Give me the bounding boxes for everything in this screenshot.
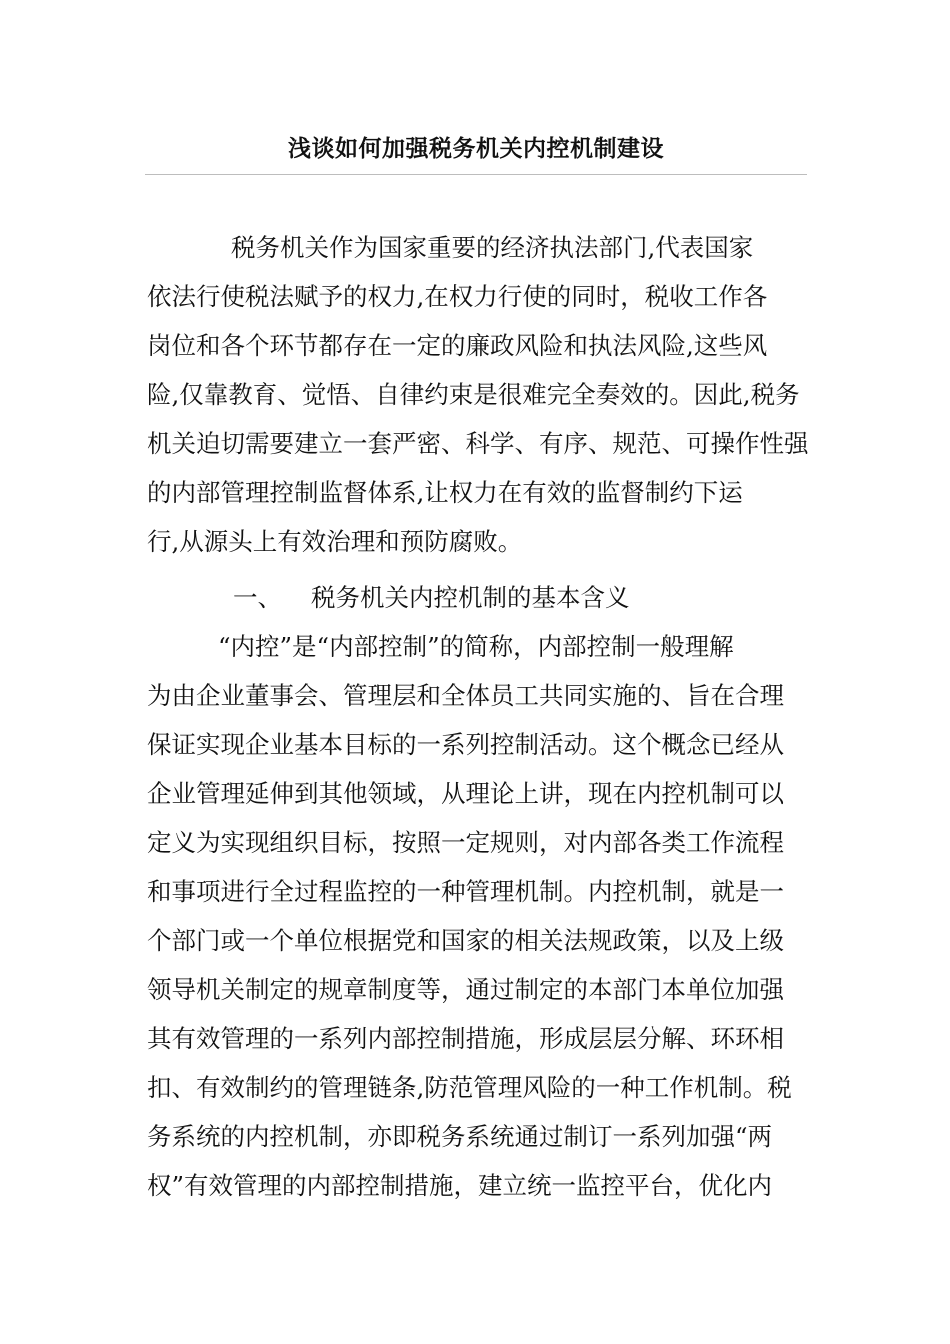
text-line: 险,仅靠教育、觉悟、自律约束是很难完全奏效的。因此,税务 bbox=[147, 380, 800, 409]
section-heading-number: 一、 bbox=[233, 583, 282, 612]
text-line: 的内部管理控制监督体系,让权力在有效的监督制约下运 bbox=[147, 478, 743, 507]
text-line: 依法行使税法赋予的权力,在权力行使的同时，税收工作各 bbox=[147, 282, 768, 311]
text-line: 个部门或一个单位根据党和国家的相关法规政策，以及上级 bbox=[147, 926, 784, 955]
text-line: 定义为实现组织目标，按照一定规则，对内部各类工作流程 bbox=[147, 828, 784, 857]
text-line: 岗位和各个环节都存在一定的廉政风险和执法风险,这些风 bbox=[147, 331, 768, 360]
text-line: “内控”是“内部控制”的简称，内部控制一般理解 bbox=[218, 632, 734, 661]
title-divider bbox=[145, 174, 807, 175]
text-line: 务系统的内控机制，亦即税务系统通过制订一系列加强“两 bbox=[147, 1122, 773, 1151]
text-line: 和事项进行全过程监控的一种管理机制。内控机制，就是一 bbox=[147, 877, 784, 906]
text-line: 扣、有效制约的管理链条,防范管理风险的一种工作机制。税 bbox=[147, 1073, 792, 1102]
section-heading-text: 税务机关内控机制的基本含义 bbox=[311, 583, 630, 612]
text-line: 其有效管理的一系列内部控制措施，形成层层分解、环环相 bbox=[147, 1024, 784, 1053]
text-line: 行,从源头上有效治理和预防腐败。 bbox=[147, 527, 523, 556]
section-heading bbox=[0, 578, 950, 618]
text-line: 为由企业董事会、管理层和全体员工共同实施的、旨在合理 bbox=[147, 681, 784, 710]
text-line: 领导机关制定的规章制度等，通过制定的本部门本单位加强 bbox=[147, 975, 784, 1004]
text-line: 权”有效管理的内部控制措施，建立统一监控平台，优化内 bbox=[147, 1171, 773, 1200]
text-line: 机关迫切需要建立一套严密、科学、有序、规范、可操作性强 bbox=[147, 429, 809, 458]
text-line: 税务机关作为国家重要的经济执法部门,代表国家 bbox=[231, 233, 754, 262]
text-line: 保证实现企业基本目标的一系列控制活动。这个概念已经从 bbox=[147, 730, 784, 759]
document-title: 浅谈如何加强税务机关内控机制建设 bbox=[288, 135, 664, 162]
text-line: 企业管理延伸到其他领域，从理论上讲，现在内控机制可以 bbox=[147, 779, 784, 808]
